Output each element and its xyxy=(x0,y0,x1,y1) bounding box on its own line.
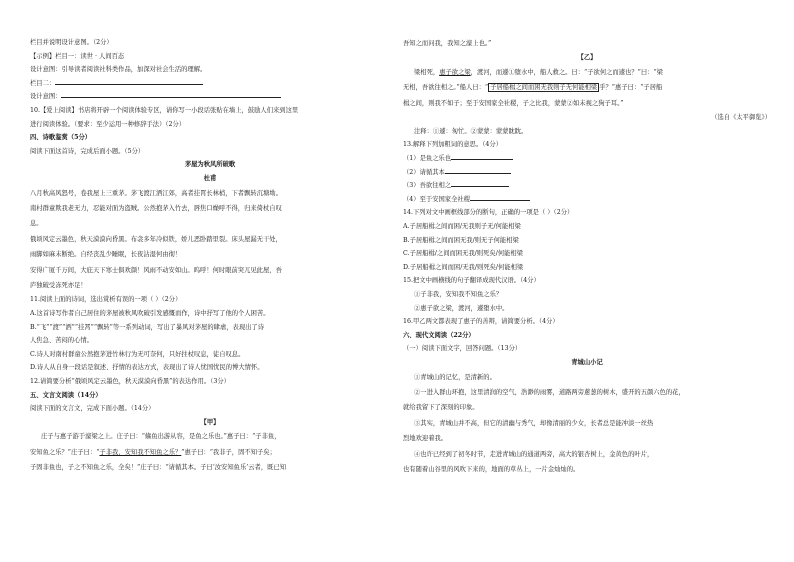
underlined-sentence: 惠子欲之梁 xyxy=(439,69,471,76)
article-line: ③其实，青城山并不高，但它的清幽与秀气，却像清丽的少女，长者总是能冲淡一丝热 xyxy=(414,419,654,427)
underlined-sentence: 子非我，安知我不知鱼之乐？ xyxy=(99,448,182,456)
question-10: 10.【爱上阅读】书店将开辟一个阅读体验专区，请你写一小段话张贴在墙上，鼓励人们来到这里 xyxy=(30,106,299,114)
label: （1）是鱼之乐也 xyxy=(403,155,452,162)
answer-blank[interactable] xyxy=(451,180,509,187)
option-a: A.子居船楫之间而困/无我则子无/何能相梁 xyxy=(403,222,521,230)
sub-question: ①子非我，安知我不知鱼之乐？ xyxy=(414,290,503,298)
option-b-cont: 人焦急、苦闷的心情。 xyxy=(30,337,93,345)
label: （4）至于安国家全社稷 xyxy=(403,195,470,203)
option-b: B.子居船楫之间而困无我/则无子何能相梁 xyxy=(403,236,519,244)
annotation: 注释：①遽：匆忙。②蒙蒙：蒙蒙眈眈。 xyxy=(414,127,528,135)
passage-label-yi: 【乙】 xyxy=(577,54,597,62)
passage-line: 子固非鱼也，子之不知鱼之乐，全矣！”庄子曰：“请循其本。子曰‘汝安知鱼乐’云者，既已知 xyxy=(30,464,287,472)
poem-title: 茅屋为秋风所破歌 xyxy=(184,161,236,169)
option-c: C.子居船楫/之间而困无我/则死矣/何能相梁 xyxy=(403,250,524,258)
poem-line: 八月秋高风怒号，卷我屋上三重茅。茅飞渡江洒江郊，高者挂罥长林梢，下者飘转沉塘坳。 xyxy=(30,189,282,197)
text-line: 【示例】栏目一：读世 · 人间百态 xyxy=(30,52,125,60)
sub-question: ②惠子欲之梁，渡河，遽堕水中。 xyxy=(414,304,509,312)
poem-line: 庐独破受冻死亦足！ xyxy=(30,281,87,289)
label: 栏目二： xyxy=(30,79,56,87)
option-d: D.子居船楫之间而困/无我/则死矣/何能相梁 xyxy=(403,263,524,271)
passage-line: 吾知之而问我，我知之濠上也。” xyxy=(403,40,492,47)
article-line: 烈地欢迎着我。 xyxy=(403,435,448,443)
label: （2）请循其本 xyxy=(403,168,445,176)
poem-line: 安得广厦千万间，大庇天下寒士俱欢颜！风雨不动安如山。呜呼！何时眼前突兀见此屋，吾 xyxy=(30,266,282,274)
answer-blank[interactable] xyxy=(61,91,281,98)
answer-blank[interactable] xyxy=(451,153,513,160)
section-heading: 六、现代文阅读（22分） xyxy=(403,331,475,339)
instruction: （一）阅读下面文字，回答问题。（13分） xyxy=(403,345,522,353)
sub-question xyxy=(403,179,771,193)
text: 无相，吾欲往相之。”船人曰：“ xyxy=(403,84,489,92)
section-heading: 五、文言文阅读（14分） xyxy=(30,391,102,399)
passage-line: 庄子与惠子游于濠梁之上。庄子曰：“鯈鱼出游从容，是鱼之乐也。”惠子曰：“子非鱼， xyxy=(41,433,281,441)
question-12: 12.请简要分析“俄顷风定云墨色，秋天漠漠向昏黑”的表达作用。（3分） xyxy=(30,377,230,385)
boxed-sentence: 子居船楫之间而困无我则子无何能相梁 xyxy=(490,84,598,92)
section-heading: 四、诗歌鉴赏（5分） xyxy=(30,134,92,142)
passage-line: 楫之间，则我不如子；至于安国家全社稷，子之比我，蒙蒙②如未视之狗子耳。” xyxy=(403,99,624,107)
answer-blank[interactable] xyxy=(470,194,530,201)
text: ，渡河，而遽①堕水中，船人救之。曰：“子欲何之而遽也？”曰：“梁 xyxy=(470,69,663,76)
question-15: 15.把文中画横线的句子翻译成现代汉语。（4分） xyxy=(403,277,540,285)
label: （3）吾欲往相之 xyxy=(403,182,452,190)
text: 安知鱼之乐？”庄子曰：“ xyxy=(30,448,100,456)
question-16: 16.甲乙两文都表现了惠子的善辩，请简要分析。（4分） xyxy=(403,318,559,326)
left-column xyxy=(30,36,390,476)
text: ”惠子曰：“我非子，固不知子矣； xyxy=(181,448,276,456)
instruction: 阅读下面这首诗，完成后面小题。（5分） xyxy=(30,147,145,155)
answer-line-intent xyxy=(30,90,390,104)
answer-blank[interactable] xyxy=(445,167,511,174)
article-line: ②一进入群山环抱，这里清润的空气，浩渺的雨雾，道路两旁蔥葱的树木，盛开的五颜六色的花， xyxy=(414,388,685,396)
sub-question xyxy=(403,193,771,207)
poem-line: 俄顷风定云墨色，秋天漠漠向昏黑。布衾多年冷似铁，娇儿恶卧踏里裂。床头屋漏无干处， xyxy=(30,235,282,243)
article-line: ④也许已经到了初冬时节，走进青城山的通道两旁，高大的银杏树上，金黄色的叶片， xyxy=(414,450,654,458)
article-line: 也有随着山谷里的风吹下来的，地面的草丛上，一片金灿灿的。 xyxy=(403,465,580,473)
option-d: D.诗人从自身一段话是叙述、抒情的表达方式，表现出了诗人忧国忧民的博大情怀。 xyxy=(30,364,264,372)
question-11: 11.阅读上面的诗词，选出赏析有误的一项（ ）（2分） xyxy=(30,296,182,304)
source-note: （选自《太平御览》） xyxy=(711,114,771,122)
text: 梁相死， xyxy=(414,69,440,76)
option-c: C.诗人对南村群童公然抱茅进竹林行为无可奈何，只好拄杖叹息，徒自叹息。 xyxy=(30,350,245,358)
passage-line xyxy=(30,445,390,460)
poem-author: 杜甫 xyxy=(203,174,217,182)
sub-question xyxy=(403,152,771,166)
text: 乎？”惠子曰：“子居船 xyxy=(599,84,663,92)
passage-line xyxy=(403,65,771,80)
article-title: 青城山小记 xyxy=(571,358,603,366)
passage-line xyxy=(403,80,771,95)
instruction: 阅读下面的文言文，完成下面小题。（14分） xyxy=(30,405,155,413)
label: 设计意图： xyxy=(30,93,62,101)
question-14: 14.下列对文中画框线部分的断句，正确的一项是（ ）（2分） xyxy=(403,209,574,217)
option-a: A.这首诗写作者自己居住的茅屋被秋风吹破引发感慨而作，诗中抒写了他的个人困苦。 xyxy=(30,309,270,317)
sub-question xyxy=(403,166,771,180)
option-b: B.“飞”“渡”“洒”“挂罥”“飘转”等一系列动词，写出了暴风对茅屋的肆虐，表现出了诗 xyxy=(30,323,265,331)
poem-line: 南村群童欺我老无力，忍能对面为盗贼。公然抱茅入竹去，唇焦口燥呼不得，归来倚杖自叹 xyxy=(30,204,282,212)
article-line: ①青城山的记忆，是清新的。 xyxy=(414,373,496,381)
question-13: 13.解释下列加粗词的意思。（4分） xyxy=(403,141,503,149)
text-line: 进行阅读体验。（要求：至少运用一种修辞手法）（2分） xyxy=(30,120,186,128)
answer-blank[interactable] xyxy=(55,78,203,85)
answer-line-column2 xyxy=(30,77,390,91)
passage-label-jia: 【甲】 xyxy=(200,418,220,426)
poem-line: 雨脚如麻未断绝。自经丧乱少睡眠，长夜沾湿何由彻！ xyxy=(30,251,182,259)
poem-line: 息。 xyxy=(30,220,43,228)
text-line: 栏目并说明设计意图。（2分） xyxy=(30,39,113,46)
text-line: 设计意图：引导读者阅读社科类作品，加深对社会生活的理解。 xyxy=(30,66,207,74)
right-column xyxy=(403,36,771,477)
article-line: 就给我留下了深刻的印象。 xyxy=(403,404,479,412)
